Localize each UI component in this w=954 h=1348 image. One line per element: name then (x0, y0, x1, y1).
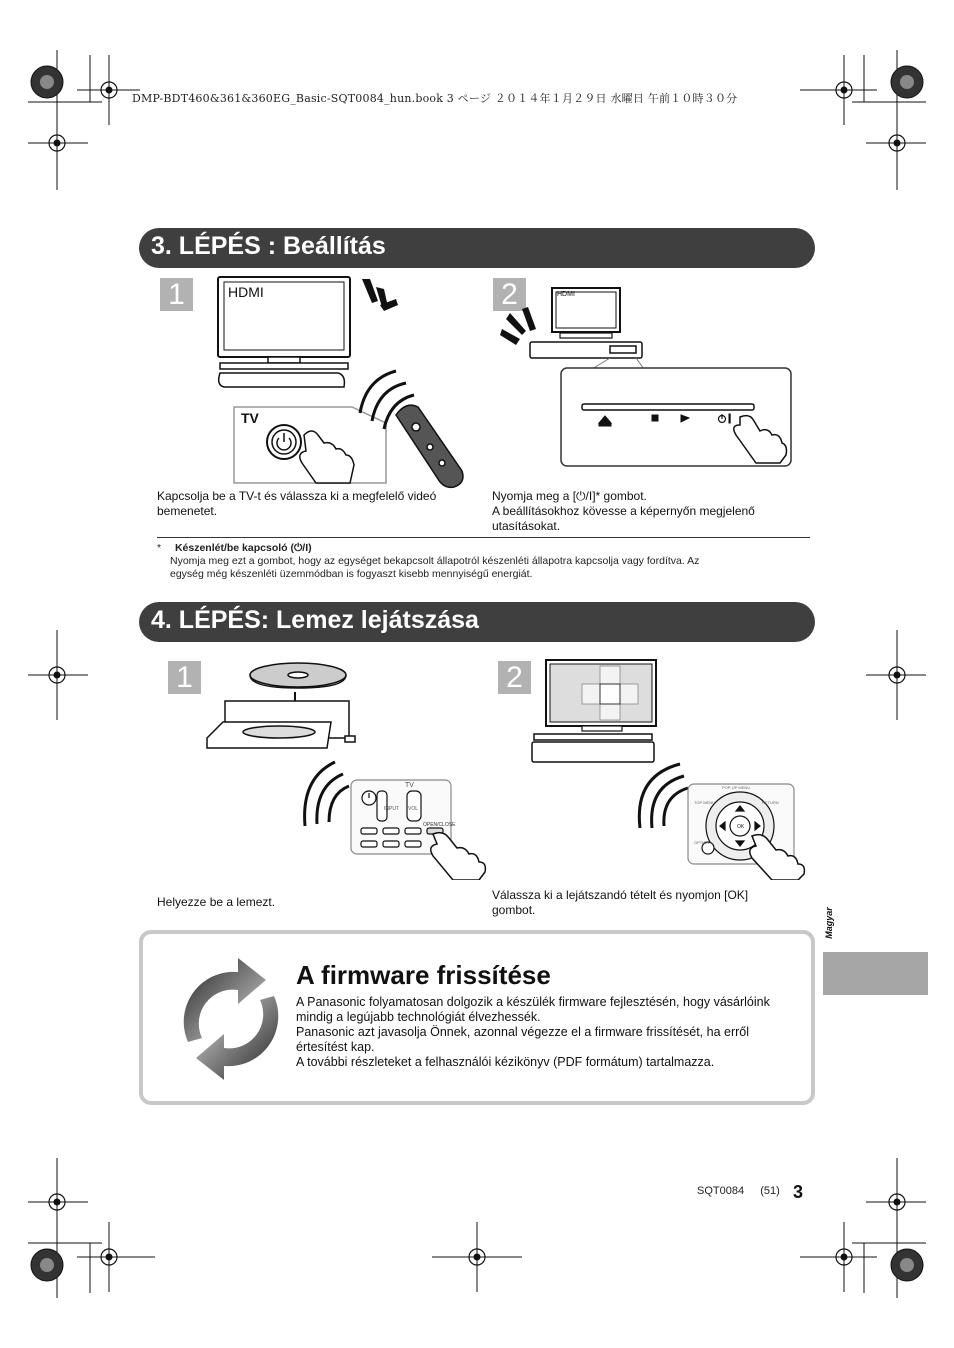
step4-panel1-number: 1 (168, 661, 201, 694)
firmware-text (296, 995, 770, 1070)
return-label: RETURN (762, 800, 779, 805)
front-panel-bar (582, 404, 754, 410)
footer-doc-code (697, 1185, 780, 1197)
caption-line: Kapcsolja be a TV-t és válassza ki a megfelelő videó (157, 489, 437, 503)
firmware-line: mindig a legújabb technológiát élvezhessék. (296, 1010, 541, 1024)
step3-panel2-caption (492, 489, 755, 534)
step4-panel2-number: 2 (498, 661, 531, 694)
step4-panel1-caption (157, 895, 275, 910)
disc-icon (250, 663, 346, 688)
select-item-illustration (528, 658, 808, 880)
footnote-title: Készenlét/be kapcsoló (⏻/I) (174, 542, 312, 554)
small-hdmi-label: HDMI (557, 291, 575, 298)
player-power-illustration (498, 285, 798, 471)
step4-panel2-caption (492, 888, 748, 918)
remote-vol-label: VOL (408, 806, 419, 812)
top-menu-label: TOP MENU (694, 800, 715, 805)
hand-press-icon (431, 833, 486, 880)
signal-burst (500, 307, 536, 345)
tv-button-label: TV (241, 410, 259, 426)
footnote-marker: * (157, 542, 162, 554)
hdmi-screen-label: HDMI (228, 284, 264, 300)
firmware-line: Panasonic azt javasolja Önnek, azonnal végezze el a firmware frissítését, ha erről (296, 1025, 750, 1039)
tv-with-menu-icon (532, 660, 656, 762)
remote-input-label: INPUT (384, 806, 399, 812)
bluray-player-icon (530, 342, 642, 358)
footnote-divider (157, 537, 810, 538)
refresh-arrows-icon (168, 950, 294, 1088)
step3-title-band (139, 228, 815, 268)
firmware-line: értesítést kap. (296, 1040, 375, 1054)
remote-open-close-label: OPEN/CLOSE (423, 822, 456, 828)
signal-burst (362, 279, 398, 311)
original-page: (51) (760, 1185, 780, 1197)
page-number: 3 (793, 1182, 804, 1202)
remote-waves (305, 762, 349, 826)
remote-tv-label: TV (405, 782, 414, 789)
step3-panel2-number: 2 (493, 278, 526, 311)
disc-tray-player-icon (207, 701, 355, 748)
footnote-line: egység még készenléti üzemmódban is fogyaszt kisebb mennyiségű energiát. (170, 568, 533, 580)
caption-line: Helyezze be a lemezt. (157, 895, 276, 909)
footnote (157, 542, 699, 581)
step3-title: 3. LÉPÉS : Beállítás (151, 232, 386, 260)
tv-power-illustration (210, 275, 470, 490)
caption-line: A beállításokhoz kövesse a képernyőn megjelenő (492, 504, 755, 518)
language-side-label: Magyar (824, 907, 834, 939)
popup-menu-label: POP-UP MENU (722, 785, 751, 790)
firmware-line: A Panasonic folyamatosan dolgozik a készülék firmware fejlesztésén, hogy vásárlóink (296, 995, 770, 1009)
language-side-tab (823, 952, 928, 995)
step3-panel1-caption (157, 489, 436, 519)
remote-control-icon (396, 405, 463, 487)
power-button-icon (267, 425, 301, 459)
option-label: OPTION (694, 840, 710, 845)
caption-line: bemenetet. (157, 504, 218, 518)
caption-line: utasításokat. (492, 519, 561, 533)
doc-code: SQT0084 (697, 1185, 745, 1197)
step3-panel1-number: 1 (160, 278, 193, 311)
step4-title: 4. LÉPÉS: Lemez lejátszása (151, 606, 479, 634)
step4-title-band (139, 602, 815, 642)
file-info-header: DMP-BDT460&361&360EG_Basic-SQT0084_hun.book 3 ページ ２０１４年１月２９日 水曜日 午前１０時３０分 (132, 92, 738, 105)
insert-disc-illustration (205, 658, 495, 880)
caption-line: gombot. (492, 903, 536, 917)
firmware-title: A firmware frissítése (296, 960, 551, 990)
caption-line: Válassza ki a lejátszandó tételt és nyomjon [OK] (492, 888, 749, 902)
ok-button-label: OK (737, 824, 745, 830)
caption-line: Nyomja meg a [⏻/I]* gombot. (492, 489, 647, 503)
footnote-line: Nyomja meg ezt a gombot, hogy az egységet bekapcsolt állapotról készenléti állapotra kapcsolja vagy fordítva. Az (170, 555, 700, 567)
firmware-line: A további részleteket a felhasználói kézikönyv (PDF formátum) tartalmazza. (296, 1055, 715, 1069)
remote-waves (639, 764, 688, 828)
